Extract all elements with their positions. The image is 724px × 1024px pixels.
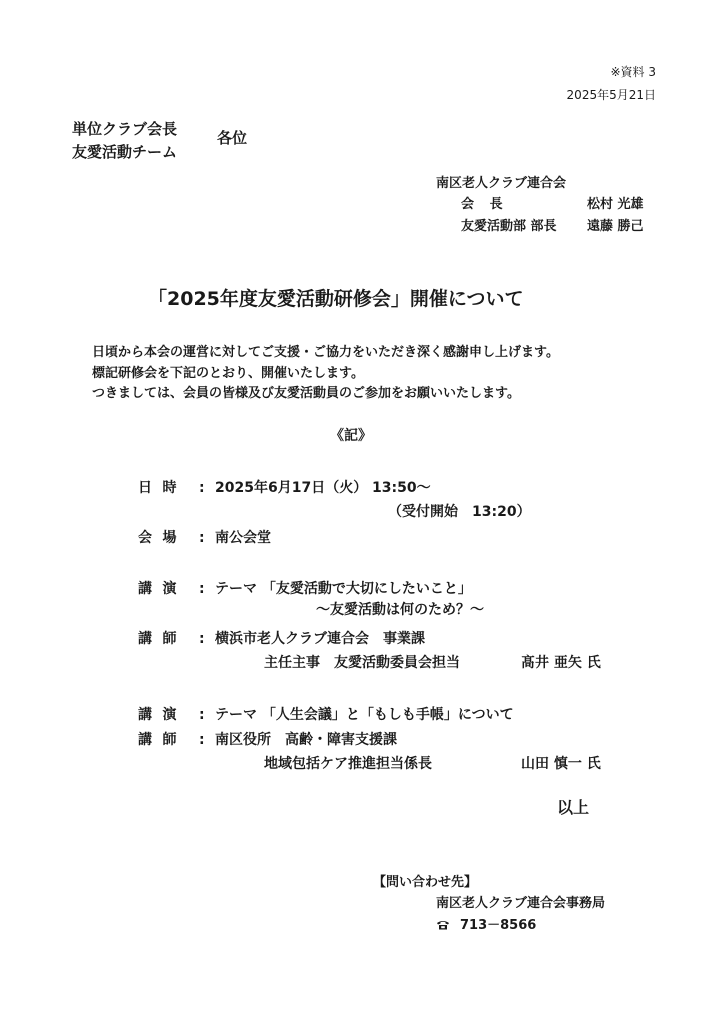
speaker1-name: 髙井 亜矢 氏 [521, 655, 601, 671]
recipient-honorific: 各位 [217, 129, 248, 147]
venue-label: 会場 [138, 530, 187, 546]
lecture1-theme: テーマ 「友愛活動で大切にしたいこと」 [215, 581, 472, 597]
body-paragraph-1: 日頃から本会の運営に対してご支援・ご協力をいただき深く感謝申し上げます。 [92, 345, 559, 360]
datetime-value: 2025年6月17日（火） 13:50～ [215, 480, 431, 496]
speaker2-name: 山田 慎一 氏 [521, 756, 601, 772]
sender-name-chair: 松村 光雄 [587, 197, 644, 212]
datetime-colon: : [199, 480, 205, 496]
body-paragraph-3: つきましては、会員の皆様及び友愛活動員のご参加をお願いいたします。 [92, 386, 520, 401]
contact-telephone-number: 713－8566 [460, 918, 537, 933]
document-reference: ※資料 3 [610, 65, 656, 79]
ki-heading: 《記》 [330, 428, 372, 444]
contact-heading: 【問い合わせ先】 [373, 875, 478, 890]
recipient-line-2: 友愛活動チーム [72, 143, 178, 161]
lecture2-colon: : [199, 707, 205, 723]
document-date: 2025年5月21日 [566, 88, 656, 102]
reception-time: （受付開始 13:20） [388, 504, 531, 520]
lecture1-colon: : [199, 581, 205, 597]
lecture2-label: 講演 [138, 707, 187, 723]
speaker1-colon: : [199, 631, 205, 647]
lecture1-label: 講演 [138, 581, 187, 597]
speaker1-organization: 横浜市老人クラブ連合会 事業課 [215, 631, 425, 647]
speaker2-role: 地域包括ケア推進担当係長 [264, 756, 432, 772]
speaker2-colon: : [199, 732, 205, 748]
sender-organization: 南区老人クラブ連合会 [436, 176, 567, 191]
contact-organization: 南区老人クラブ連合会事務局 [436, 896, 606, 911]
venue-colon: : [199, 530, 205, 546]
document-title: 「2025年度友愛活動研修会」開催について [148, 288, 524, 310]
venue-value: 南公会堂 [215, 530, 271, 546]
telephone-icon [436, 919, 450, 930]
sender-name-director: 遠藤 勝己 [587, 219, 644, 234]
recipient-line-1: 単位クラブ会長 [72, 120, 178, 138]
speaker2-organization: 南区役所 高齢・障害支援課 [215, 732, 397, 748]
lecture2-theme: テーマ 「人生会議」と「もしも手帳」について [215, 707, 514, 723]
speaker1-role: 主任主事 友愛活動委員会担当 [264, 655, 460, 671]
speaker2-label: 講師 [138, 732, 187, 748]
closing-mark: 以上 [557, 798, 590, 817]
sender-role-chair: 会長 [461, 197, 519, 212]
sender-role-director: 友愛活動部 部長 [461, 219, 557, 234]
contact-telephone [436, 919, 536, 932]
speaker1-label: 講師 [138, 631, 187, 647]
body-paragraph-2: 標記研修会を下記のとおり、開催いたします。 [92, 366, 364, 381]
datetime-label: 日時 [138, 480, 187, 496]
lecture1-subtitle: ～友愛活動は何のため？～ [316, 602, 484, 618]
